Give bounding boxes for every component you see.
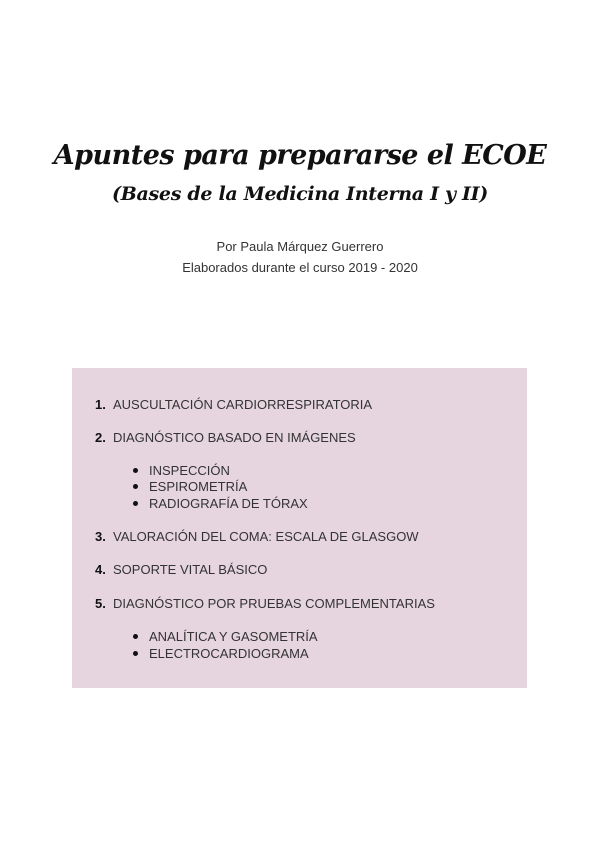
document-subtitle: (Bases de la Medicina Interna I y II) bbox=[112, 183, 488, 205]
toc-number: 5. bbox=[95, 596, 106, 611]
course-period-line: Elaborados durante el curso 2019 - 2020 bbox=[182, 260, 418, 275]
bullet-icon bbox=[133, 468, 138, 473]
toc-subitem-label: ANALÍTICA Y GASOMETRÍA bbox=[149, 629, 318, 644]
toc-subitem bbox=[133, 479, 247, 494]
toc-label: AUSCULTACIÓN CARDIORRESPIRATORIA bbox=[113, 397, 373, 412]
toc-subitem bbox=[133, 629, 318, 644]
bullet-icon bbox=[133, 651, 138, 656]
toc-subitem bbox=[133, 463, 230, 478]
toc-item bbox=[95, 596, 435, 611]
toc-item bbox=[95, 397, 372, 412]
toc-subitem-label: ESPIROMETRÍA bbox=[149, 479, 248, 494]
toc-number: 1. bbox=[95, 397, 106, 412]
toc-label: SOPORTE VITAL BÁSICO bbox=[113, 562, 268, 577]
toc-subitem bbox=[133, 496, 308, 511]
toc-number: 2. bbox=[95, 430, 106, 445]
toc-subitem-label: INSPECCIÓN bbox=[149, 463, 230, 478]
toc-label: VALORACIÓN DEL COMA: ESCALA DE GLASGOW bbox=[113, 529, 419, 544]
toc-item bbox=[95, 430, 356, 445]
document-title: Apuntes para prepararse el ECOE bbox=[53, 140, 547, 171]
toc-number: 4. bbox=[95, 562, 106, 577]
toc-subitem-label: RADIOGRAFÍA DE TÓRAX bbox=[149, 496, 308, 511]
bullet-icon bbox=[133, 484, 138, 489]
toc-item bbox=[95, 529, 419, 544]
toc-label: DIAGNÓSTICO BASADO EN IMÁGENES bbox=[113, 430, 356, 445]
bullet-icon bbox=[133, 501, 138, 506]
toc-label: DIAGNÓSTICO POR PRUEBAS COMPLEMENTARIAS bbox=[113, 596, 435, 611]
table-of-contents-box bbox=[72, 368, 527, 688]
toc-item bbox=[95, 562, 267, 577]
author-line: Por Paula Márquez Guerrero bbox=[216, 239, 384, 254]
bullet-icon bbox=[133, 634, 138, 639]
toc-subitem bbox=[133, 646, 309, 661]
toc-subitem-label: ELECTROCARDIOGRAMA bbox=[149, 646, 309, 661]
toc-number: 3. bbox=[95, 529, 106, 544]
